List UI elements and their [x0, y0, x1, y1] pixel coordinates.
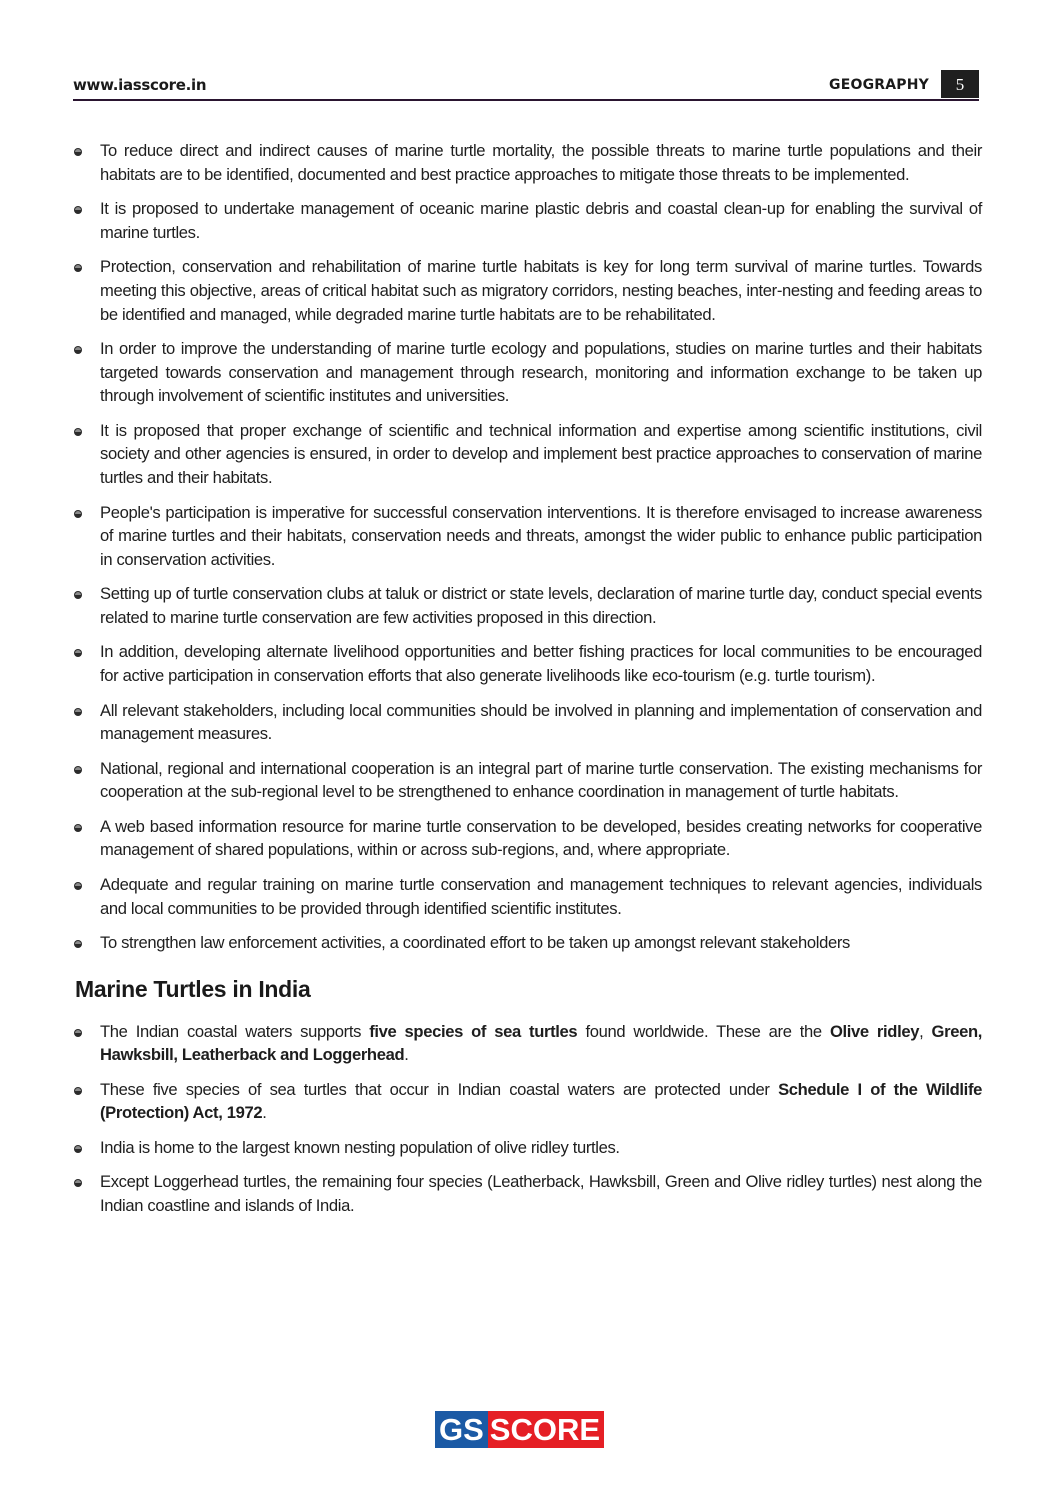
page-number: 5 — [941, 70, 979, 98]
list-item — [73, 419, 982, 490]
list-item-text: It is proposed to undertake management of oceanic marine plastic debris and coastal clean-up for enabling the survival of marine turtles. — [100, 199, 982, 242]
bullet-icon — [74, 264, 82, 272]
list-item — [73, 699, 982, 746]
site-url-link[interactable]: www.iasscore.in — [73, 76, 207, 94]
subject-label: GEOGRAPHY — [829, 77, 929, 93]
list-item — [73, 1136, 982, 1160]
list-item-text: Setting up of turtle conservation clubs at taluk or district or state levels, declaration of marine turtle day, conduct special events related to marine turtle conservation are few activities proposed in this direction. — [100, 584, 982, 628]
list-item-text: In order to improve the understanding of marine turtle ecology and populations, studies on marine turtles and their habitats targeted towards conservation and management through research, monitoring and information exchange to be taken up through involvement of scientific institutes and universities. — [100, 338, 982, 406]
bullet-icon — [74, 346, 82, 354]
list-item-text — [100, 1080, 982, 1123]
bullet-icon — [74, 1087, 82, 1095]
text-run: found worldwide. These are the — [577, 1021, 830, 1041]
list-item — [73, 815, 982, 862]
text-run: . — [262, 1103, 267, 1123]
list-item-text: All relevant stakeholders, including local communities should be involved in planning and implementation of conservation and management measures. — [100, 700, 982, 744]
bullet-icon — [74, 824, 82, 832]
list-item — [73, 757, 982, 804]
page-header — [73, 70, 979, 100]
list-item — [73, 931, 982, 955]
header-divider — [73, 99, 979, 101]
bold-text: Schedule I of the Wildlife (Protection) Act, 1972 — [100, 1079, 982, 1123]
bold-text: five species of sea turtles — [369, 1021, 578, 1041]
bullet-icon — [74, 510, 82, 518]
bullet-icon — [74, 206, 82, 214]
list-item — [73, 640, 982, 687]
bullet-icon — [74, 591, 82, 599]
list-item-text — [100, 1022, 982, 1065]
list-item — [73, 582, 982, 629]
list-item-text: Adequate and regular training on marine turtle conservation and management techniques to relevant agencies, individuals and local communities to be provided through identified scientific institutes. — [100, 874, 982, 918]
list-item-text: National, regional and international cooperation is an integral part of marine turtle conservation. The existing mechanisms for cooperation at the sub-regional level to be strengthened to enhance coordination in management of turtle habitats. — [100, 758, 982, 802]
bullet-icon — [74, 1029, 82, 1037]
bullet-icon — [74, 940, 82, 948]
list-item-text: It is proposed that proper exchange of scientific and technical information and expertise among scientific institutions, civil society and other agencies is ensured, in order to develop and implement best practice approaches to conservation of marine turtles and their habitats. — [100, 420, 982, 488]
list-item — [73, 501, 982, 572]
gsscore-logo — [435, 1411, 604, 1448]
measures-list — [73, 139, 982, 955]
list-item-text: To strengthen law enforcement activities, a coordinated effort to be taken up amongst relevant stakeholders — [100, 932, 850, 952]
list-item-text: Protection, conservation and rehabilitation of marine turtle habitats is key for long term survival of marine turtles. Towards meeting this objective, areas of critical habitat such as migratory corridors, nesting beaches, inter-nesting and feeding areas to be identified and managed, while degraded marine turtle habitats are to be rehabilitated. — [100, 257, 982, 324]
list-item — [73, 139, 982, 186]
text-run: The Indian coastal waters supports — [100, 1021, 370, 1041]
bold-text: Green, Hawksbill, Leatherback and Loggerhead — [100, 1021, 982, 1065]
list-item-text: In addition, developing alternate livelihood opportunities and better fishing practices for local communities to be encouraged for active participation in conservation efforts that also generate livelihoods like eco-tourism (e.g. turtle tourism). — [100, 642, 982, 686]
india-facts-list — [73, 1020, 982, 1218]
list-item-text: Except Loggerhead turtles, the remaining four species (Leatherback, Hawksbill, Green and Olive ridley turtles) nest along the Indian coastline and islands of India. — [100, 1172, 982, 1215]
logo-score-part: SCORE — [488, 1411, 604, 1448]
bullet-icon — [74, 1179, 82, 1187]
bullet-icon — [74, 428, 82, 436]
list-item-text: India is home to the largest known nesting population of olive ridley turtles. — [100, 1137, 620, 1157]
list-item — [73, 197, 982, 244]
list-item — [73, 1078, 982, 1125]
bullet-icon — [74, 708, 82, 716]
bullet-icon — [74, 882, 82, 890]
list-item-text: To reduce direct and indirect causes of marine turtle mortality, the possible threats to marine turtle populations and their habitats are to be identified, documented and best practice approaches to mitigate those threats to be implemented. — [100, 141, 982, 184]
list-item — [73, 873, 982, 920]
bullet-icon — [74, 148, 82, 156]
bullet-icon — [74, 649, 82, 657]
list-item — [73, 1020, 982, 1067]
list-item — [73, 255, 982, 326]
section-heading: Marine Turtles in India — [75, 975, 311, 1002]
logo-gs-part: GS — [435, 1411, 488, 1448]
bullet-icon — [74, 1145, 82, 1153]
text-run: These five species of sea turtles that occur in Indian coastal waters are protected under — [100, 1079, 779, 1099]
list-item-text: A web based information resource for marine turtle conservation to be developed, besides creating networks for cooperative management of shared populations, within or across sub-regions, and, where appropriate. — [100, 816, 982, 860]
text-run: , — [919, 1021, 932, 1041]
list-item — [73, 337, 982, 408]
text-run: . — [404, 1045, 409, 1065]
bold-text: Olive ridley — [829, 1021, 920, 1041]
bullet-icon — [74, 766, 82, 774]
list-item — [73, 1170, 982, 1217]
page-content — [73, 139, 982, 1228]
list-item-text: People's participation is imperative for successful conservation interventions. It is therefore envisaged to increase awareness of marine turtles and their habitats, conservation needs and threats, amongst the wider public to enhance public participation in conservation activities. — [100, 502, 982, 569]
